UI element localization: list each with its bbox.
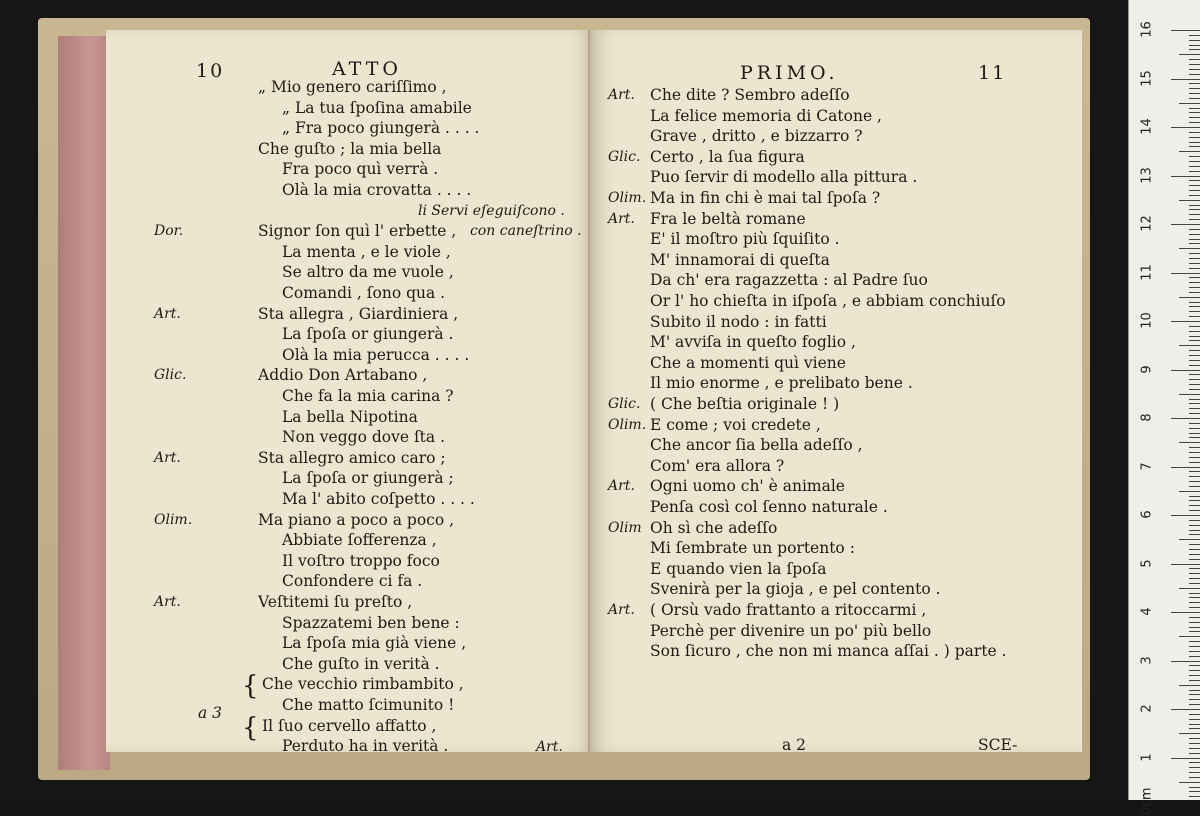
- ruler-tick: [1189, 180, 1200, 181]
- ruler-tick: [1179, 539, 1200, 540]
- verse-line: Subito il nodo : in fatti: [650, 312, 827, 331]
- ruler-tick: [1189, 549, 1200, 550]
- verse-line: Addio Don Artabano ,: [258, 366, 428, 385]
- ruler-tick: [1189, 481, 1200, 482]
- ruler-tick: [1189, 413, 1200, 414]
- verse-line: Abbiate ſofferenza ,: [282, 531, 437, 550]
- ruler-tick: [1179, 733, 1200, 734]
- ruler-tick: [1189, 496, 1200, 497]
- ruler-tick: [1179, 685, 1200, 686]
- left-page: [106, 30, 592, 752]
- ruler-number: 12: [1139, 215, 1155, 232]
- ruler-tick: [1189, 602, 1200, 603]
- catchword: SCE-: [978, 736, 1018, 752]
- ruler-tick: [1179, 782, 1200, 783]
- verse-line: Ma l' abito coſpetto . . . .: [282, 490, 475, 508]
- signature-mark: a 2: [782, 736, 807, 752]
- verse-line: La ſpoſa or giungerà ;: [282, 469, 454, 488]
- ruler-number: 16: [1139, 21, 1155, 38]
- ruler-tick: [1189, 40, 1200, 41]
- speaker-label: Art.: [154, 305, 181, 322]
- ruler-tick: [1189, 559, 1200, 560]
- ruler-tick: [1189, 447, 1200, 448]
- ruler-tick: [1189, 403, 1200, 404]
- verse-line: Signor ſon quì l' erbette ,: [258, 222, 457, 241]
- verse-line: Che guſto in verità .: [282, 654, 440, 673]
- stage-direction: li Servi eſeguiſcono .: [418, 202, 565, 219]
- ruler-tick: [1189, 132, 1200, 133]
- ruler-tick: [1189, 791, 1200, 792]
- ruler-number: 1: [1139, 752, 1155, 762]
- ruler-number: 15: [1139, 69, 1155, 87]
- verse-line: Che matto ſcimunito !: [282, 696, 455, 714]
- speaker-label: Olim: [608, 519, 642, 536]
- verse-line: ( Che beſtia originale ! ): [650, 395, 840, 413]
- ruler-tick: [1189, 656, 1200, 657]
- ruler-number: 3: [1139, 655, 1155, 665]
- verse-line: La felice memoria di Catone ,: [650, 106, 882, 125]
- ruler-tick: [1189, 45, 1200, 46]
- speaker-label: Art.: [608, 87, 635, 103]
- ruler-tick: [1189, 69, 1200, 70]
- verse-line: Non veggo dove ſta .: [282, 428, 446, 447]
- ruler-tick: [1189, 384, 1200, 385]
- ruler-tick: [1189, 544, 1200, 545]
- ruler-number: 5: [1139, 558, 1155, 568]
- ruler-tick: [1171, 467, 1200, 468]
- verse-line: Or l' ho chieſta in iſpoſa , e abbiam conchiuſo: [650, 292, 1006, 310]
- ruler-tick: [1189, 292, 1200, 293]
- ruler-tick: [1189, 243, 1200, 244]
- verse-line: Sta allegro amico caro ;: [258, 448, 446, 467]
- ruler-tick: [1189, 374, 1200, 375]
- ruler-tick: [1179, 103, 1200, 104]
- ruler-tick: [1179, 248, 1200, 249]
- verse-line: Spazzatemi ben bene :: [282, 613, 460, 632]
- ruler-tick: [1189, 680, 1200, 681]
- verse-line: M' avviſa in queſto foglio ,: [650, 333, 856, 352]
- ruler-tick: [1189, 360, 1200, 361]
- verse-line: Puo ſervir di modello alla pittura .: [650, 168, 918, 187]
- verse-line: Che guſto ; la mia bella: [258, 139, 442, 158]
- ruler-tick: [1189, 573, 1200, 574]
- ruler-tick: [1189, 229, 1200, 230]
- ruler-tick: [1189, 93, 1200, 94]
- verse-line: La ſpoſa or giungerà .: [282, 325, 454, 344]
- ruler-tick: [1189, 719, 1200, 720]
- ruler-tick: [1171, 30, 1200, 31]
- ruler-number: 4: [1139, 607, 1155, 616]
- ruler-tick: [1189, 146, 1200, 147]
- verse-line: M' innamorai di queſta: [650, 250, 830, 269]
- ruler-tick: [1189, 311, 1200, 312]
- ruler-tick: [1189, 287, 1200, 288]
- ruler-tick: [1189, 767, 1200, 768]
- ruler-tick: [1189, 316, 1200, 317]
- ruler-tick: [1189, 423, 1200, 424]
- verse-line: ( Orsù vado frattanto a ritoccarmi ,: [650, 601, 927, 619]
- speaker-label: Art.: [154, 449, 181, 466]
- speaker-label: Art.: [608, 478, 635, 495]
- ruler-tick: [1189, 355, 1200, 356]
- verse-line: Che dite ? Sembro adeſſo: [650, 86, 850, 104]
- speaker-label: Olim.: [154, 511, 193, 528]
- ruler-tick: [1189, 336, 1200, 337]
- verse-line: Confondere ci fa .: [282, 572, 423, 591]
- ruler-tick: [1189, 214, 1200, 215]
- ruler-tick: [1189, 433, 1200, 434]
- ruler-tick: [1189, 777, 1200, 778]
- ruler-tick: [1189, 617, 1200, 618]
- verse-line: Penſa così col ſenno naturale .: [650, 498, 888, 516]
- ruler-tick: [1189, 122, 1200, 123]
- ruler-tick: [1189, 166, 1200, 167]
- ruler-tick: [1189, 646, 1200, 647]
- verse-line: Son ſicuro , che non mi manca aſſai . ) parte .: [650, 642, 1007, 661]
- ruler-tick: [1179, 297, 1200, 298]
- verse-line: Fra le beltà romane: [650, 209, 806, 228]
- ruler-tick: [1189, 724, 1200, 725]
- ruler-tick: [1189, 694, 1200, 695]
- ruler-tick: [1189, 738, 1200, 739]
- verse-line: Certo , la ſua figura: [650, 147, 805, 166]
- ruler-tick: [1189, 476, 1200, 477]
- ruler-tick: [1171, 709, 1200, 710]
- ruler-tick: [1189, 277, 1200, 278]
- ruler-tick: [1171, 321, 1200, 322]
- ruler-tick: [1189, 675, 1200, 676]
- ruler-tick: [1189, 452, 1200, 453]
- ruler-tick: [1189, 428, 1200, 429]
- verse-line: „ Fra poco giungerà . . . .: [282, 119, 480, 138]
- verse-line: E come ; voi credete ,: [650, 415, 821, 434]
- trio-brace-lower: {: [242, 712, 259, 743]
- ruler-tick: [1189, 219, 1200, 220]
- ruler-tick: [1171, 224, 1200, 225]
- speaker-label: Dor.: [154, 223, 184, 240]
- ruler-tick: [1171, 758, 1200, 759]
- ruler-tick: [1179, 491, 1200, 492]
- ruler-tick: [1179, 442, 1200, 443]
- ruler-tick: [1189, 796, 1200, 797]
- ruler-tick: [1189, 209, 1200, 210]
- speaker-label: Glic.: [608, 148, 641, 165]
- ruler-tick: [1179, 151, 1200, 152]
- ruler-tick: [1171, 79, 1200, 80]
- ruler-tick: [1179, 588, 1200, 589]
- ruler-tick: [1179, 394, 1200, 395]
- verse-line: Il voſtro troppo foco: [282, 551, 440, 570]
- verse-line: Grave , dritto , e bizzarro ?: [650, 127, 863, 146]
- verse-line: Ma piano a poco a poco ,: [258, 510, 455, 529]
- right-running-head: PRIMO.: [740, 62, 839, 84]
- verse-line: Perchè per divenire un po' più bello: [650, 621, 932, 640]
- ruler-tick: [1189, 185, 1200, 186]
- verse-line: Se altro da me vuole ,: [282, 263, 454, 282]
- ruler-tick: [1189, 486, 1200, 487]
- ruler-tick: [1189, 641, 1200, 642]
- verse-line: Che a momenti quì viene: [650, 353, 846, 372]
- ruler-tick: [1189, 500, 1200, 501]
- ruler-tick: [1189, 593, 1200, 594]
- verse-line: Che fa la mia carina ?: [282, 387, 454, 405]
- ruler-number: 7: [1139, 461, 1155, 471]
- ruler-tick: [1179, 200, 1200, 201]
- ruler-tick: [1189, 399, 1200, 400]
- ruler-tick: [1171, 418, 1200, 419]
- ruler-tick: [1171, 176, 1200, 177]
- speaker-label: Glic.: [608, 396, 641, 412]
- ruler-number: 8: [1139, 413, 1155, 422]
- ruler-tick: [1189, 583, 1200, 584]
- ruler-tick: [1189, 699, 1200, 700]
- ruler-tick: [1189, 234, 1200, 235]
- speaker-label: Glic.: [154, 367, 187, 384]
- ruler-tick: [1189, 690, 1200, 691]
- ruler-tick: [1179, 345, 1200, 346]
- verse-line: Mi ſembrate un portento :: [650, 539, 855, 558]
- ruler-tick: [1171, 661, 1200, 662]
- verse-line: La menta , e le viole ,: [282, 242, 451, 261]
- ruler-tick: [1189, 670, 1200, 671]
- ruler-tick: [1189, 350, 1200, 351]
- ruler-tick: [1189, 74, 1200, 75]
- verse-line: La ſpoſa mia già viene ,: [282, 634, 467, 653]
- ruler-tick: [1189, 627, 1200, 628]
- verse-line: Ma in fin chi è mai tal ſpoſa ?: [650, 189, 881, 207]
- ruler-tick: [1189, 743, 1200, 744]
- verse-line: „ Mio genero cariſſimo ,: [258, 78, 447, 96]
- ruler-tick: [1189, 117, 1200, 118]
- ruler-tick: [1189, 704, 1200, 705]
- verse-line: Da ch' era ragazzetta : al Padre ſuo: [650, 271, 928, 290]
- ruler-tick: [1189, 112, 1200, 113]
- verse-line: Il mio enorme , e prelibato bene .: [650, 374, 913, 393]
- ruler-tick: [1189, 530, 1200, 531]
- verse-line: Ogni uomo ch' è animale: [650, 477, 845, 496]
- ruler-tick: [1189, 83, 1200, 84]
- ruler-tick: [1189, 35, 1200, 36]
- ruler-tick: [1189, 195, 1200, 196]
- verse-line: Sta allegra , Giardiniera ,: [258, 304, 459, 323]
- ruler-tick: [1171, 564, 1200, 565]
- ruler-tick: [1171, 515, 1200, 516]
- ruler-tick: [1189, 49, 1200, 50]
- ruler-tick: [1189, 379, 1200, 380]
- ruler-tick: [1189, 306, 1200, 307]
- right-page-number: 11: [978, 62, 1007, 84]
- stage-direction: con caneſtrino .: [470, 223, 582, 240]
- ruler-tick: [1189, 340, 1200, 341]
- ruler-tick: [1189, 505, 1200, 506]
- ruler-number: 2: [1139, 704, 1155, 713]
- ruler-tick: [1189, 748, 1200, 749]
- ruler-tick: [1189, 651, 1200, 652]
- left-running-head: ATTO: [332, 58, 402, 80]
- ruler-number: 9: [1139, 364, 1155, 374]
- ruler-tick: [1189, 457, 1200, 458]
- ruler-tick: [1189, 190, 1200, 191]
- ruler-tick: [1189, 787, 1200, 788]
- ruler-tick: [1189, 258, 1200, 259]
- speaker-label: Art.: [608, 210, 635, 227]
- verse-line: Veſtitemi ſu preſto ,: [258, 593, 413, 611]
- ruler-tick: [1189, 408, 1200, 409]
- ruler-tick: [1189, 389, 1200, 390]
- trio-mark: a 3: [198, 704, 223, 723]
- left-page-number: 10: [196, 60, 225, 82]
- ruler-tick: [1189, 568, 1200, 569]
- ruler-tick: [1189, 534, 1200, 535]
- ruler-tick: [1189, 64, 1200, 65]
- ruler-tick: [1189, 728, 1200, 729]
- verse-line: Il ſuo cervello affatto ,: [262, 716, 437, 735]
- ruler-tick: [1189, 365, 1200, 366]
- ruler-number: 10: [1139, 312, 1155, 329]
- verse-line: Comandi , ſono qua .: [282, 284, 446, 302]
- ruler-tick: [1189, 762, 1200, 763]
- ruler-tick: [1189, 142, 1200, 143]
- ruler-tick: [1189, 331, 1200, 332]
- ruler-tick: [1189, 253, 1200, 254]
- ruler-number: 11: [1139, 263, 1155, 281]
- ruler-tick: [1189, 525, 1200, 526]
- ruler-tick: [1189, 98, 1200, 99]
- speaker-label: Olim.: [608, 416, 647, 433]
- verse-line: E' il moſtro più ſquiſito .: [650, 230, 840, 249]
- ruler-tick: [1189, 156, 1200, 157]
- catchword: Art.: [536, 739, 563, 752]
- ruler-tick: [1171, 127, 1200, 128]
- right-page: [592, 30, 1082, 752]
- ruler-tick: [1189, 607, 1200, 608]
- ruler-number: 6: [1139, 510, 1155, 519]
- measuring-ruler: [1128, 0, 1200, 816]
- ruler-tick: [1189, 665, 1200, 666]
- ruler-tick: [1189, 520, 1200, 521]
- verse-line: Olà la mia crovatta . . . .: [282, 181, 472, 199]
- verse-line: Olà la mia perucca . . . .: [282, 345, 470, 364]
- verse-line: La bella Nipotina: [282, 407, 418, 426]
- verse-line: Che vecchio rimbambito ,: [262, 675, 464, 694]
- ruler-tick: [1189, 239, 1200, 240]
- ruler-tick: [1171, 370, 1200, 371]
- verse-line: Che ancor ſia bella adeſſo ,: [650, 436, 863, 455]
- ruler-number: 0cm: [1139, 787, 1155, 816]
- ruler-tick: [1179, 636, 1200, 637]
- ruler-tick: [1189, 205, 1200, 206]
- speaker-label: Art.: [154, 594, 181, 610]
- ruler-tick: [1189, 578, 1200, 579]
- verse-line: Com' era allora ?: [650, 456, 785, 475]
- ruler-tick: [1189, 268, 1200, 269]
- ruler-tick: [1189, 462, 1200, 463]
- speaker-label: Olim.: [608, 190, 647, 206]
- ruler-tick: [1189, 263, 1200, 264]
- ruler-tick: [1171, 612, 1200, 613]
- ruler-tick: [1189, 631, 1200, 632]
- ruler-tick: [1171, 273, 1200, 274]
- ruler-number: 14: [1139, 118, 1155, 135]
- ruler-tick: [1189, 59, 1200, 60]
- ruler-tick: [1189, 772, 1200, 773]
- ruler-tick: [1189, 171, 1200, 172]
- ruler-tick: [1189, 554, 1200, 555]
- endpaper-edge: [58, 36, 110, 770]
- ruler-tick: [1189, 88, 1200, 89]
- ruler-tick: [1189, 161, 1200, 162]
- verse-line: Fra poco quì verrà .: [282, 160, 439, 179]
- ruler-tick: [1189, 597, 1200, 598]
- ruler-tick: [1179, 54, 1200, 55]
- ruler-tick: [1189, 108, 1200, 109]
- ruler-number: 13: [1139, 166, 1155, 184]
- ruler-tick: [1189, 302, 1200, 303]
- ruler-tick: [1189, 282, 1200, 283]
- verse-line: „ La tua ſpoſina amabile: [282, 98, 472, 117]
- speaker-label: Art.: [608, 602, 635, 618]
- verse-line: E quando vien la ſpoſa: [650, 559, 827, 578]
- ruler-tick: [1189, 137, 1200, 138]
- verse-line: Perduto ha in verità .: [282, 737, 449, 752]
- verse-line: Oh sì che adeſſo: [650, 518, 778, 537]
- ruler-tick: [1189, 326, 1200, 327]
- verse-line: Svenirà per la gioja , e pel contento .: [650, 580, 941, 599]
- ruler-tick: [1189, 471, 1200, 472]
- trio-brace-upper: {: [242, 671, 259, 702]
- ruler-tick: [1189, 714, 1200, 715]
- ruler-tick: [1189, 622, 1200, 623]
- ruler-tick: [1189, 753, 1200, 754]
- ruler-tick: [1189, 510, 1200, 511]
- ruler-tick: [1189, 437, 1200, 438]
